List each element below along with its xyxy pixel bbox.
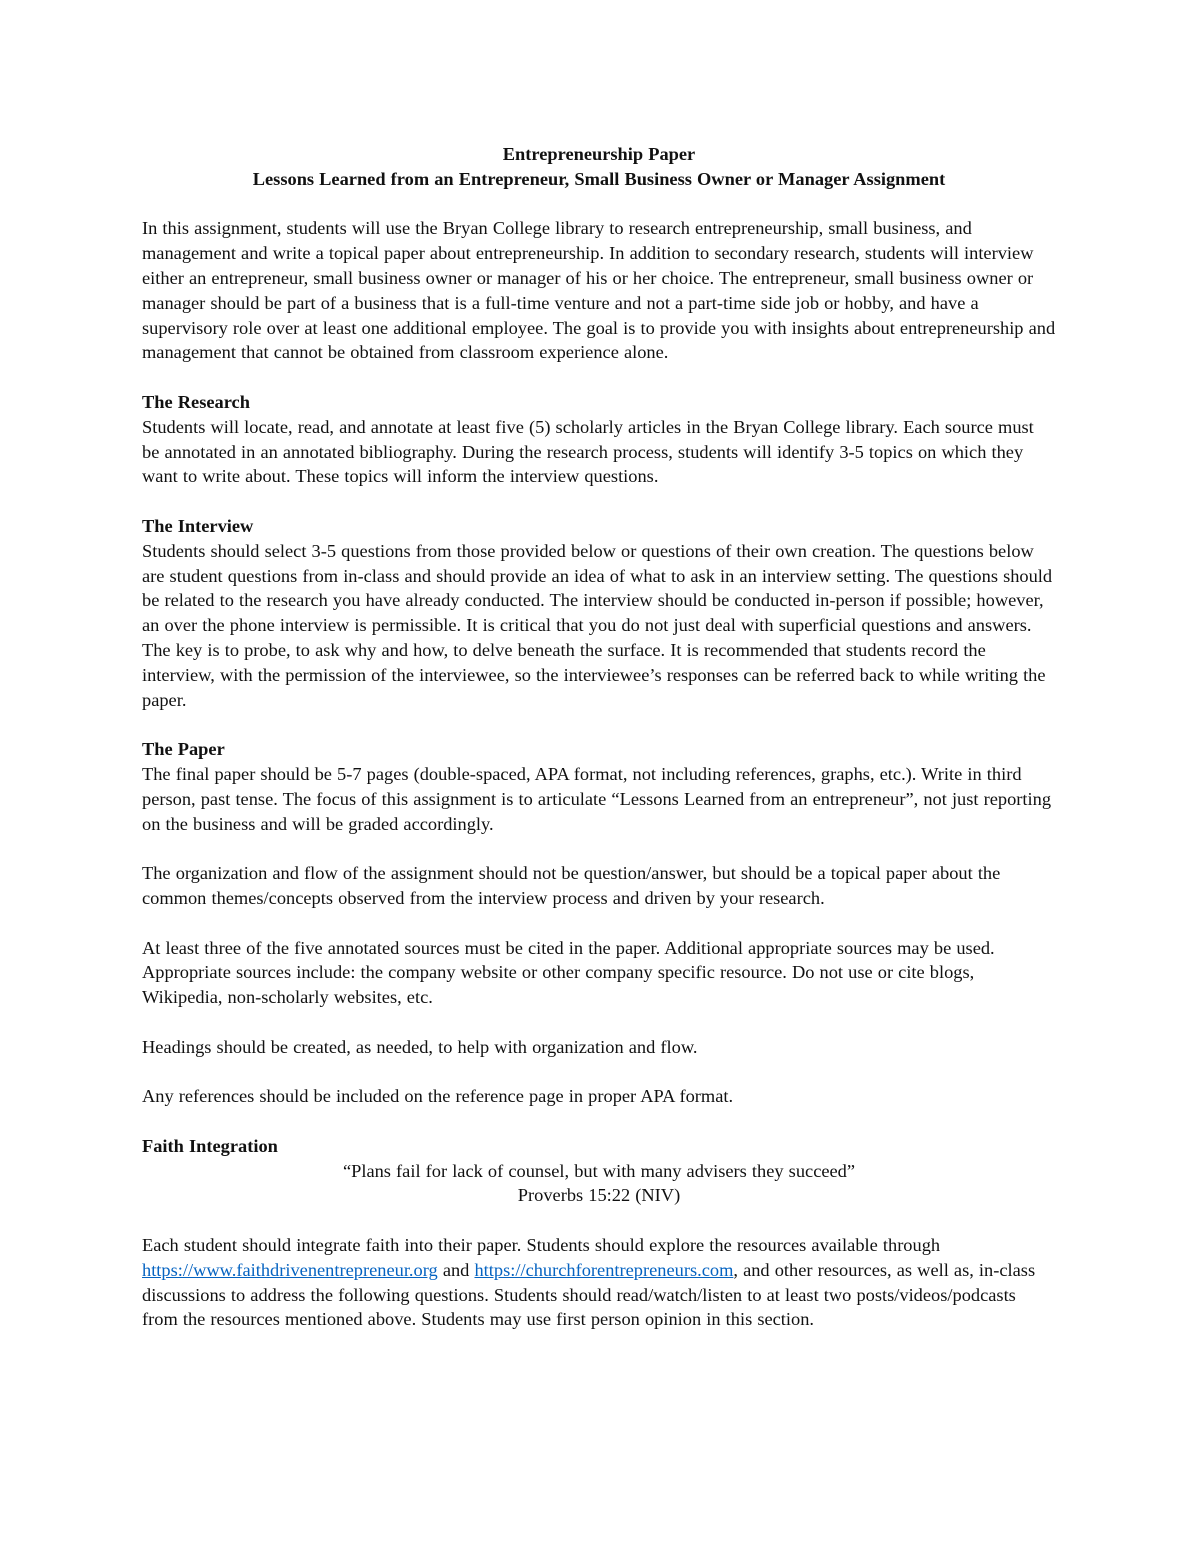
paper-paragraph-3: At least three of the five annotated sources must be cited in the paper. Additional appropriate sources may be used. Appropriate sources include: the company website or other company specific resource. Do not use or cite blogs, Wikipedia, non-scholarly websites, etc. xyxy=(142,937,995,1008)
faithdriven-link[interactable]: https://www.faithdrivenentrepreneur.org xyxy=(142,1259,438,1280)
faith-paragraph xyxy=(142,1233,1056,1332)
spacer xyxy=(142,1010,1056,1035)
faith-text-start: Each student should integrate faith into their paper. Students should explore the resources available through xyxy=(142,1235,941,1256)
faith-text-between: and xyxy=(437,1259,475,1280)
faith-heading: Faith Integration xyxy=(142,1135,278,1156)
paper-paragraph-5: Any references should be included on the reference page in proper APA format. xyxy=(142,1086,734,1107)
spacer xyxy=(142,911,1056,936)
paper-paragraph-4: Headings should be created, as needed, to help with organization and flow. xyxy=(142,1036,698,1057)
paper-paragraph-1: The final paper should be 5-7 pages (double-spaced, APA format, not including references, graphs, etc.). Write in third person, past tense. The focus of this assignment is to articulate “Lessons Learned from an entrepreneur”, not just reporting on the business and will be graded accordingly. xyxy=(142,763,1052,834)
interview-paragraph: Students should select 3-5 questions from those provided below or questions of their own creation. The questions below are student questions from in-class and should provide an idea of what to ask in an interview setting. The questions should be related to the research you have already conducted. The interview should be conducted in-person if possible; however, an over the phone interview is permissible. It is critical that you do not just deal with superficial questions and answers. The key is to probe, to ask why and how, to delve beneath the surface. It is recommended that students record the interview, with the permission of the interviewee, so the interviewee’s responses can be referred back to while writing the paper. xyxy=(142,540,1053,710)
paper-paragraph-2: The organization and flow of the assignment should not be question/answer, but should be a topical paper about the common themes/concepts observed from the interview process and driven by your research. xyxy=(142,863,1001,908)
spacer xyxy=(142,712,1056,737)
spacer xyxy=(142,489,1056,514)
faith-citation: Proverbs 15:22 (NIV) xyxy=(517,1185,681,1206)
spacer xyxy=(142,836,1056,861)
spacer xyxy=(142,192,1056,217)
paper-heading: The Paper xyxy=(142,739,225,760)
churchforentrepreneurs-link[interactable]: https://churchforentrepreneurs.com xyxy=(474,1259,734,1280)
document-title: Entrepreneurship Paper xyxy=(502,144,696,164)
spacer xyxy=(142,365,1056,390)
research-paragraph: Students will locate, read, and annotate at least five (5) scholarly articles in the Bryan College library. Each source must be annotated in an annotated bibliography. During the research process, students will identify 3-5 topics on which they want to write about. These topics will inform the interview questions. xyxy=(142,416,1034,487)
spacer xyxy=(142,1208,1056,1233)
intro-paragraph: In this assignment, students will use the Bryan College library to research entrepreneurship, small business, and management and write a topical paper about entrepreneurship. In addition to secondary research, students will interview either an entrepreneur, small business owner or manager of his or her choice. The entrepreneur, small business owner or manager should be part of a business that is a full-time venture and not a part-time side job or hobby, and have a supervisory role over at least one additional employee. The goal is to provide you with insights about entrepreneurship and management that cannot be obtained from classroom experience alone. xyxy=(142,218,1056,363)
faith-text-end: , and other resources, as well as, in-class discussions to address the following questions. Students should read/watch/listen to at least two posts/videos/podcasts from the resources mentioned above. Students may use first person opinion in this section. xyxy=(142,1259,1036,1330)
faith-quote: “Plans fail for lack of counsel, but with many advisers they succeed” xyxy=(342,1160,856,1181)
document-page xyxy=(142,142,1056,1332)
spacer xyxy=(142,1059,1056,1084)
research-heading: The Research xyxy=(142,391,250,412)
interview-heading: The Interview xyxy=(142,515,254,536)
document-subtitle: Lessons Learned from an Entrepreneur, Small Business Owner or Manager Assignment xyxy=(252,168,946,189)
spacer xyxy=(142,1109,1056,1134)
